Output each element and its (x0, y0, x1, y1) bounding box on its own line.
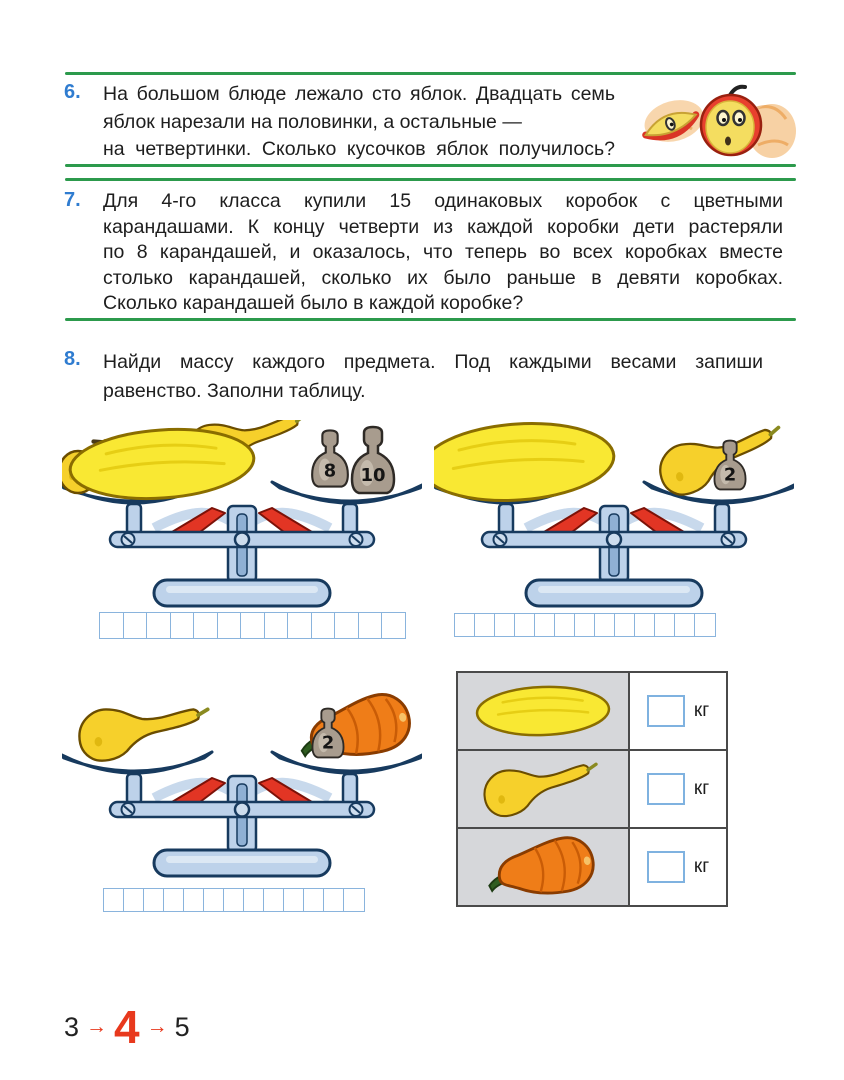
pumpkin-illustration (293, 690, 415, 770)
arrow-icon: → (146, 1015, 168, 1038)
mass-input-box[interactable] (647, 851, 685, 883)
answer-cell[interactable] (203, 888, 225, 912)
answer-cells-row-1[interactable] (99, 612, 406, 639)
mass-table (456, 671, 728, 907)
scale-stand (62, 752, 422, 876)
balance-scale-3 (62, 690, 422, 885)
problem-7-line: по 8 карандашей, и оказалось, что теперь во всех коробках вместе (103, 241, 783, 263)
problem-7-line: Для 4-го класса купили 15 одинаковых коробок с цветными (103, 190, 783, 212)
answer-cell[interactable] (283, 888, 305, 912)
answer-cell[interactable] (243, 888, 265, 912)
answer-cell[interactable] (514, 613, 536, 637)
scale-stand (62, 482, 422, 606)
problem-6-line: яблок нарезали на половинки, а остальные — (103, 110, 522, 133)
next-page-number: 5 (174, 1011, 190, 1042)
answer-cell[interactable] (123, 888, 145, 912)
pumpkin-image-cell (458, 829, 630, 905)
answer-cell[interactable] (614, 613, 636, 637)
apples-illustration (634, 79, 804, 167)
answer-cell[interactable] (554, 613, 576, 637)
problem-6-text (103, 81, 615, 164)
answer-cell[interactable] (123, 612, 148, 639)
problem-6-number: 6. (64, 81, 81, 103)
problem-7-number: 7. (64, 189, 81, 211)
answer-cell[interactable] (311, 612, 336, 639)
arrow-icon: → (86, 1015, 108, 1038)
table-row (458, 829, 726, 905)
answer-cell[interactable] (263, 888, 285, 912)
balance-scale-2 (434, 420, 794, 615)
problem-6-line: На большом блюде лежало сто яблок. Двадцать семь (103, 83, 615, 105)
current-page-number: 4 (114, 1001, 140, 1053)
problem-7-line: Сколько карандашей было в каждой коробке? (103, 292, 524, 314)
mass-answer-cell (630, 829, 726, 905)
unit-label: кг (693, 856, 710, 877)
problem-7-text (103, 189, 783, 317)
answer-cell[interactable] (146, 612, 171, 639)
separator-rule (65, 318, 796, 321)
answer-cell[interactable] (534, 613, 556, 637)
answer-cell[interactable] (163, 888, 185, 912)
pumpkin-illustration (468, 834, 618, 900)
table-row (458, 751, 726, 829)
answer-cell[interactable] (217, 612, 242, 639)
unit-label: кг (693, 700, 710, 721)
answer-cell[interactable] (634, 613, 656, 637)
answer-cell[interactable] (103, 888, 125, 912)
answer-cell[interactable] (170, 612, 195, 639)
answer-cell[interactable] (223, 888, 245, 912)
answer-cell[interactable] (193, 612, 218, 639)
melon-illustration (68, 424, 256, 505)
answer-cell[interactable] (574, 613, 596, 637)
separator-rule (65, 178, 796, 181)
answer-cell[interactable] (654, 613, 676, 637)
page-navigation (64, 998, 190, 1056)
answer-cell[interactable] (454, 613, 476, 637)
separator-rule (65, 72, 796, 75)
answer-cell[interactable] (594, 613, 616, 637)
mass-input-box[interactable] (647, 773, 685, 805)
mass-answer-cell (630, 751, 726, 827)
answer-cell[interactable] (494, 613, 516, 637)
weight-8-illustration (312, 430, 348, 486)
answer-cell[interactable] (474, 613, 496, 637)
answer-cell[interactable] (287, 612, 312, 639)
mass-answer-cell (630, 673, 726, 749)
problem-8-text (103, 348, 763, 406)
balance-scale-1 (62, 420, 422, 615)
weight-8-label: 8 (323, 460, 337, 482)
yellow-squash-illustration (79, 709, 207, 760)
weight-2-label: 2 (321, 733, 335, 754)
problem-8-line: равенство. Заполни таблицу. (103, 380, 366, 402)
weight-10-label: 10 (360, 465, 386, 486)
problem-8-number: 8. (64, 348, 81, 370)
answer-cell[interactable] (143, 888, 165, 912)
cut-apple-illustration (701, 87, 761, 155)
answer-cell[interactable] (183, 888, 205, 912)
answer-cell[interactable] (323, 888, 345, 912)
problem-7-line: карандашами. К концу четверти из каждой коробки дети растеряли (103, 215, 783, 238)
squash-image-cell (458, 751, 630, 827)
melon-image-cell (458, 673, 630, 749)
answer-cell[interactable] (99, 612, 124, 639)
melon-illustration (468, 682, 618, 740)
answer-cells-row-3[interactable] (103, 888, 365, 912)
mass-input-box[interactable] (647, 695, 685, 727)
answer-cell[interactable] (694, 613, 716, 637)
answer-cell[interactable] (674, 613, 696, 637)
table-row (458, 673, 726, 751)
problem-7-line: столько карандашей, сколько их было раньше в девяти коробках. (103, 266, 783, 289)
unit-label: кг (693, 778, 710, 799)
melon-illustration (434, 420, 616, 507)
prev-page-number: 3 (64, 1011, 80, 1042)
problem-8-line: Найди массу каждого предмета. Под каждыми весами запиши (103, 351, 763, 373)
answer-cell[interactable] (303, 888, 325, 912)
answer-cell[interactable] (264, 612, 289, 639)
answer-cell[interactable] (334, 612, 359, 639)
answer-cell[interactable] (343, 888, 365, 912)
problem-6-line: на четвертинки. Сколько кусочков яблок получилось? (103, 138, 615, 160)
answer-cells-row-2[interactable] (454, 613, 716, 637)
answer-cell[interactable] (240, 612, 265, 639)
squash-illustration (468, 758, 618, 820)
answer-cell[interactable] (381, 612, 406, 639)
answer-cell[interactable] (358, 612, 383, 639)
weight-10-illustration (352, 427, 394, 493)
weight-2-label: 2 (723, 465, 737, 486)
